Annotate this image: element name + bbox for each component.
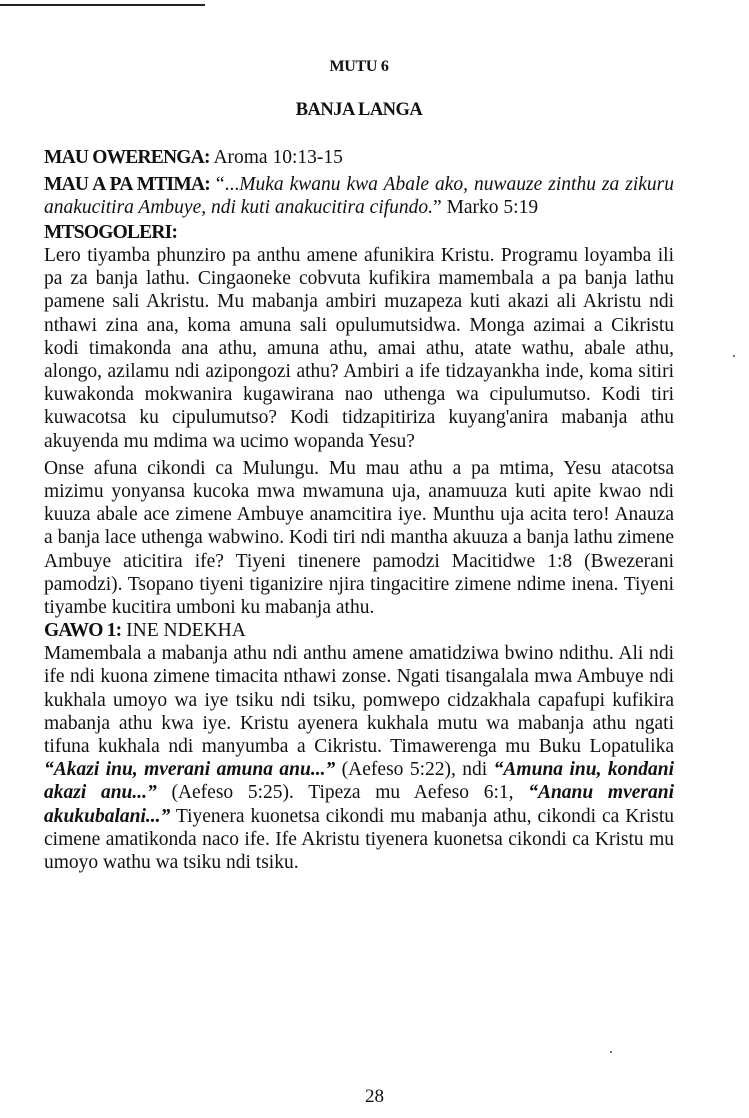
memory-verse-quote: Muka kwanu kwa Abale ako, nuwauze zinthu za zikuru anakucitira Ambuye, ndi kuti anakucitira cifundo. [44,174,675,218]
page-number: 28 [365,1086,384,1107]
page-content [44,58,674,874]
memory-verse-label: MAU A PA MTIMA: [44,174,210,195]
part1-reference-2: (Aefeso 5:25). Tipeza mu Aefeso 6:1, [156,782,529,804]
part1-text-end: Tiyenera kuonetsa cikondi mu mabanja athu, cikondi ca Kristu cimene amatikonda naco ife. Ife Akristu tiyenera kuonetsa cikondi ca Kristu mu umoyo wathu wa tsiku ndi tsiku. [44,805,674,874]
introduction-paragraph-1: Lero tiyamba phunziro pa anthu amene afunikira Kristu. Programu loyamba ili pa za banja lathu. Cingaoneke cobvuta kufikira mamembala a pa banja lathu pamene sali Akristu. Mu mabanja ambiri muzapeza kuti akazi ali Akristu ndi nthawi zina ana, koma amuna sali opulumutsidwa. Monga azimai a Cikristu kodi timakonda ana athu, amuna athu, amai athu, atate wathu, abale athu, alongo, azilamu ndi azipongozi athu? Ambiri a ife tidzayankha inde, koma sitiri kuwakonda mokwanira kugawirana nao uthenga wa cipulumutso. Kodi tiri kuwacotsa ku cipulumutso? Kodi tidzapitiriza kuyang'anira mabanja athu akuyenda mu mdima wa ucimo wopanda Yesu? [44,245,674,452]
memory-verse-close-quote: ” [433,197,447,218]
reading-line [44,146,674,169]
scan-speck [610,1051,612,1053]
part1-title: INE NDEKHA [121,620,246,642]
memory-verse [44,173,674,219]
memory-verse-open-quote: “... [209,174,240,195]
part1-reference-1: (Aefeso 5:22), ndi [335,759,494,781]
memory-verse-reference: Marko 5:19 [446,197,539,218]
scripture-quote-wives: “Akazi inu, mverani amuna anu...” [44,759,336,781]
scripture-quote-children: “Ananu mverani akukubalani...” [44,782,674,827]
part1-heading [44,619,674,642]
introduction-heading [44,221,674,244]
scan-speck [733,355,735,357]
part1-label: GAWO 1: [44,620,122,642]
reading-label: MAU OWERENGA: [44,147,210,168]
top-rule [0,4,205,6]
chapter-label: MUTU 6 [329,58,389,75]
part1-text: Mamembala a mabanja athu ndi anthu amene amatidziwa bwino ndithu. Ali ndi ife ndi kuona zimene timacita nthawi zonse. Ngati tisangalala mwa Ambuye ndi kukhala umoyo wa iye tsiku ndi tsiku, pomwepo cidzakhala capafupi kufikira mabanja athu kwa iye. Kristu ayenera kukhala mutu wa mabanja athu ngati tifuna kukhala ndi manyumba a Cikristu. Timawerenga mu Buku Lopatulika [44,643,674,758]
reading-reference: Aroma 10:13-15 [209,147,343,168]
scripture-quote-husbands: “Amuna inu, kondani akazi anu...” [44,759,674,804]
part1-paragraph [44,642,674,874]
introduction-paragraph-2: Onse afuna cikondi ca Mulungu. Mu mau athu a pa mtima, Yesu atacotsa mizimu yonyansa kucoka mwa mwamuna uja, anamuuza kuti apite kwao ndi kuuza abale ace zimene Ambuye anamcitira iye. Munthu uja acita tero! Anauza a banja lace uthenga wabwino. Kodi tiri ndi mantha akuuza a banja lathu zimene Ambuye aticitira ife? Tiyeni tinenere pamodzi Macitidwe 1:8 (Bwezerani pamodzi). Tsopano tiyeni tiganizire njira tingacitire zimene ndime inena. Tiyeni tiyambe kucitira umboni ku mabanja athu. [44,457,674,619]
introduction-label: MTSOGOLERI: [44,222,178,243]
lesson-title: BANJA LANGA [295,100,423,120]
